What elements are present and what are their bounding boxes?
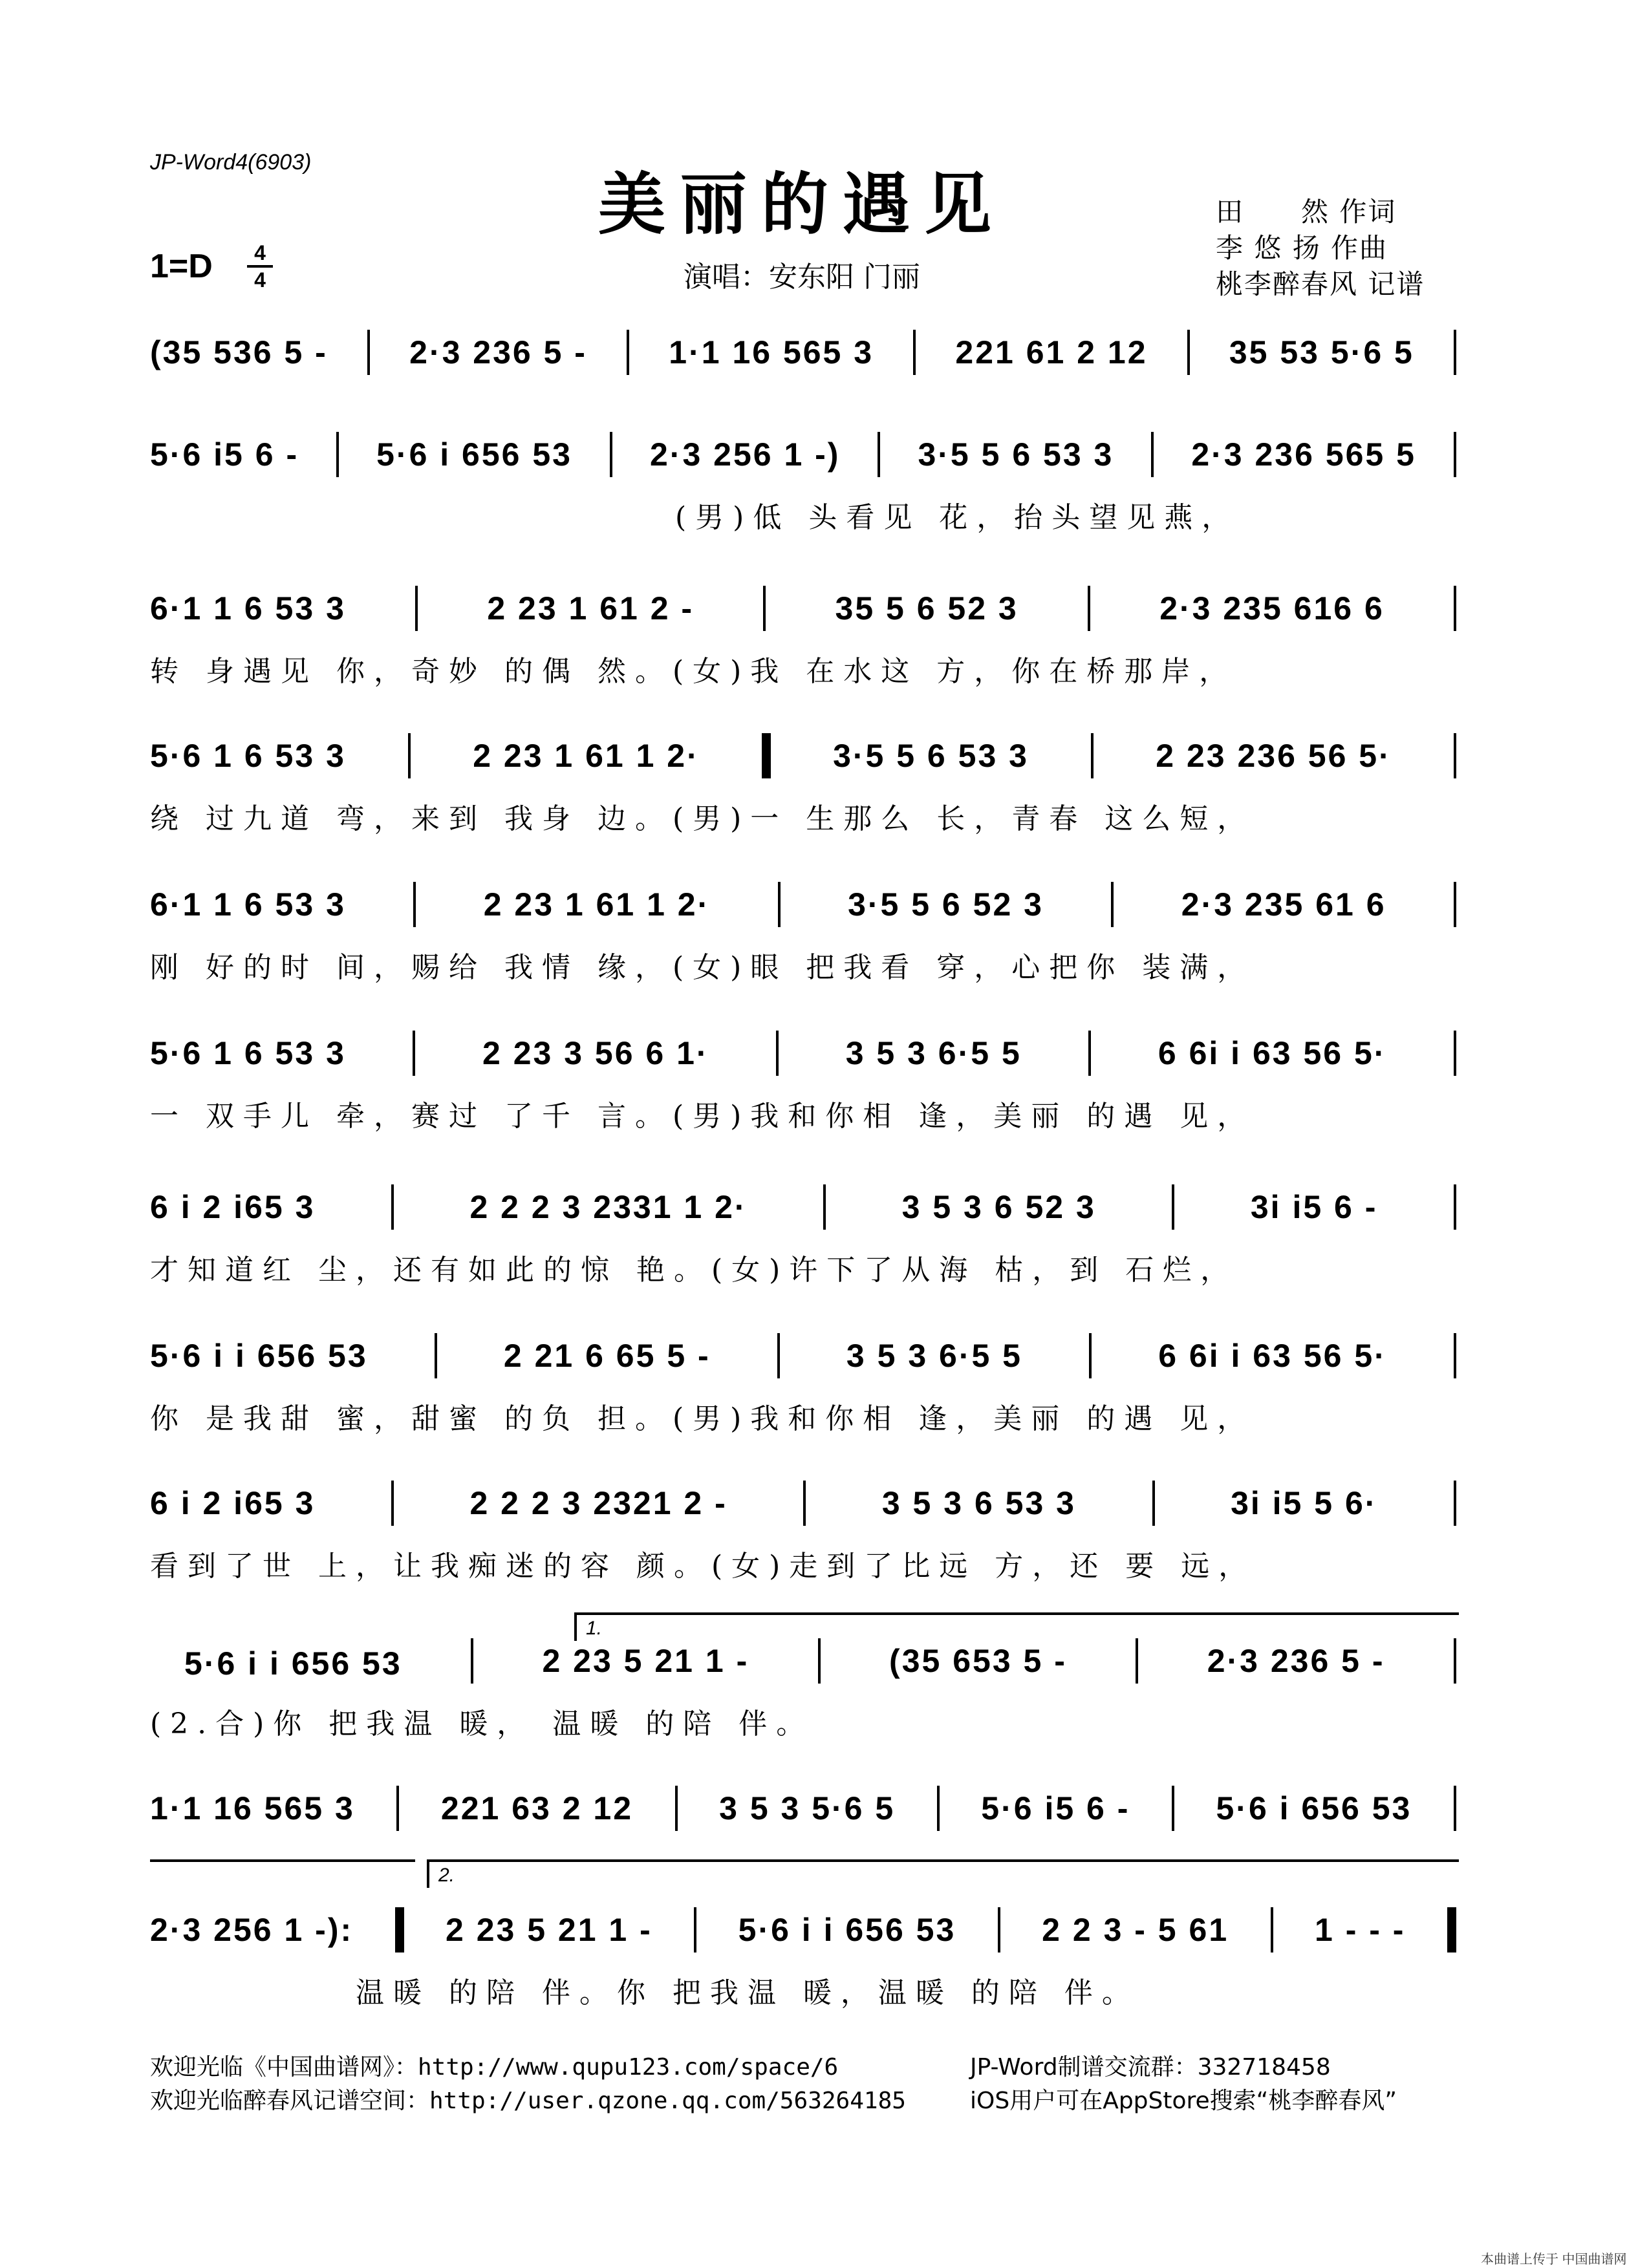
notation-row	[150, 1638, 1456, 1684]
measure: 5·6 i5 6 -	[981, 1790, 1130, 1826]
measure: 2 2 2 3 2321 2 -	[469, 1485, 727, 1521]
measure: 35 5 6 52 3	[835, 590, 1018, 626]
barline	[1454, 733, 1456, 778]
footer-appstore: iOS用户可在AppStore搜索“桃李醉春风”	[970, 2088, 1397, 2114]
measure: 1·1 16 565 3	[669, 334, 874, 370]
barline	[1454, 1638, 1456, 1684]
credits	[1216, 194, 1425, 303]
software-label: JP-Word4(6903)	[150, 150, 312, 175]
measure: 5·6 i 656 53	[1216, 1790, 1412, 1826]
footer-right	[970, 2051, 1397, 2118]
barline	[818, 1638, 821, 1684]
measure: 2·3 235 61 6	[1181, 886, 1386, 923]
footer-link-qupu[interactable]: 欢迎光临《中国曲谱网》：http://www.qupu123.com/space/6	[150, 2054, 839, 2081]
lyrics-row: 你 是我甜 蜜，甜蜜 的负 担。(男)我和你相 逢，美丽 的遇 见，	[150, 1402, 1255, 1435]
lyrics-row: 才知道红 尘，还有如此的惊 艳。(女)许下了从海 枯，到 石烂，	[150, 1254, 1238, 1287]
barline	[471, 1638, 473, 1684]
measure: 1·1 16 565 3	[150, 1790, 355, 1826]
lyrics-row: 温暖 的陪 伴。你 把我温 暖，温暖 的陪 伴。	[150, 1976, 1139, 2009]
measure: 6 i 2 i65 3	[150, 1189, 316, 1225]
notation-row	[150, 432, 1456, 477]
double-barline	[395, 1907, 404, 1952]
notation-row	[150, 882, 1456, 927]
measure: 6 6i i 63 56 5·	[1158, 1338, 1387, 1374]
volta-first-label: 1.	[586, 1618, 603, 1639]
barline	[1271, 1907, 1273, 1952]
barline	[1089, 1333, 1092, 1378]
barline	[1172, 1184, 1174, 1230]
barline	[1454, 586, 1456, 631]
barline	[803, 1481, 806, 1526]
barline	[998, 1907, 1000, 1952]
barline	[1454, 1786, 1456, 1831]
measure: 3 5 3 5·6 5	[719, 1790, 896, 1826]
barline	[778, 882, 781, 927]
measure: 3·5 5 6 53 3	[833, 738, 1029, 774]
barline	[413, 1031, 415, 1076]
volta-second-label: 2.	[438, 1865, 455, 1886]
barline	[391, 1184, 394, 1230]
measure: 3i i5 5 6·	[1231, 1485, 1378, 1521]
measure: 2 23 3 56 6 1·	[482, 1035, 709, 1071]
barline	[878, 432, 880, 477]
notation-row	[150, 330, 1456, 375]
notation-row	[150, 1786, 1456, 1831]
measure: 2·3 236 5 -	[1207, 1643, 1385, 1679]
credit-transcriber: 桃李醉春风 记谱	[1216, 268, 1425, 300]
measure: 3 5 3 6 53 3	[881, 1485, 1076, 1521]
notation-row	[150, 1184, 1456, 1230]
barline	[1088, 1031, 1091, 1076]
barline	[1454, 1481, 1456, 1526]
barline	[1136, 1638, 1138, 1684]
barline	[1454, 330, 1456, 375]
barline	[675, 1786, 678, 1831]
footer-group: JP-Word制谱交流群：332718458	[970, 2054, 1331, 2081]
notation-row	[150, 1333, 1456, 1378]
measure: 35 53 5·6 5	[1229, 334, 1414, 370]
measure: 5·6 i5 6 -	[150, 436, 299, 473]
measure: 2 23 5 21 1 -	[446, 1912, 652, 1948]
lyrics-row: 转 身遇见 你，奇妙 的偶 然。(女)我 在水这 方，你在桥那岸，	[150, 655, 1237, 688]
barline	[1187, 330, 1190, 375]
measure: 3·5 5 6 52 3	[848, 886, 1044, 923]
measure: 2·3 256 1 -):	[150, 1912, 354, 1948]
notation-row	[150, 1031, 1456, 1076]
measure: 5·6 i i 656 53	[150, 1645, 402, 1682]
measure: 2 23 5 21 1 -	[542, 1643, 749, 1679]
measure: 6 i 2 i65 3	[150, 1485, 316, 1521]
measure: 2 23 1 61 1 2·	[483, 886, 711, 923]
measure: 2·3 236 5 -	[409, 334, 587, 370]
barline	[413, 882, 416, 927]
lyrics-row: 看到了世 上，让我痴迷的容 颜。(女)走到了比远 方，还 要 远，	[150, 1550, 1256, 1583]
measure: 2·3 236 565 5	[1191, 436, 1416, 473]
measure: 5·6 i i 656 53	[738, 1912, 956, 1948]
measure: 2 2 2 3 2331 1 2·	[469, 1189, 748, 1225]
footer-left	[150, 2051, 906, 2118]
credit-composer: 李 悠 扬 作曲	[1216, 232, 1388, 264]
measure: 1 - - -	[1315, 1912, 1406, 1948]
volta-first-continuation	[150, 1859, 415, 1862]
barline	[1454, 1031, 1456, 1076]
lyrics-row: (男)低 头看见 花，抬头望见燕，	[150, 501, 1240, 534]
measure: 5·6 1 6 53 3	[150, 1035, 346, 1071]
measure: 3 5 3 6·5 5	[845, 1035, 1022, 1071]
volta-second	[427, 1859, 1459, 1888]
barline	[694, 1907, 696, 1952]
barline	[408, 733, 411, 778]
measure: 3i i5 6 -	[1250, 1189, 1378, 1225]
barline	[1454, 432, 1456, 477]
barline	[1091, 733, 1094, 778]
barline	[1454, 1333, 1456, 1378]
measure: 2 21 6 65 5 -	[503, 1338, 711, 1374]
notation-row	[150, 1481, 1456, 1526]
measure: 3·5 5 6 53 3	[918, 436, 1114, 473]
notation-row	[150, 586, 1456, 631]
measure: 3 5 3 6·5 5	[846, 1338, 1022, 1374]
barline	[1454, 882, 1456, 927]
barline	[776, 1031, 779, 1076]
time-signature-bottom: 4	[254, 268, 266, 292]
barline	[1152, 1481, 1155, 1526]
measure: 2 23 1 61 1 2·	[473, 738, 700, 774]
key-signature: 1=D	[150, 248, 213, 285]
measure: 221 61 2 12	[955, 334, 1148, 370]
measure: (35 536 5 -	[150, 334, 328, 370]
footer-link-qzone[interactable]: 欢迎光临醉春风记谱空间：http://user.qzone.qq.com/563264185	[150, 2088, 906, 2114]
barline	[336, 432, 339, 477]
notation-row	[150, 1907, 1456, 1952]
barline	[627, 330, 629, 375]
measure: 2·3 235 616 6	[1159, 590, 1385, 626]
measure: 2 23 1 61 2 -	[487, 590, 695, 626]
barline	[763, 586, 766, 631]
measure: 6·1 1 6 53 3	[150, 590, 346, 626]
barline	[937, 1786, 940, 1831]
double-barline	[762, 733, 771, 778]
volta-first	[574, 1612, 1459, 1641]
upload-note: 本曲谱上传于 中国曲谱网	[1481, 2252, 1627, 2267]
barline	[823, 1184, 826, 1230]
barline	[391, 1481, 394, 1526]
measure: 5·6 i 656 53	[376, 436, 572, 473]
double-barline	[1447, 1907, 1456, 1952]
measure: (35 653 5 -	[889, 1643, 1067, 1679]
measure: 6·1 1 6 53 3	[150, 886, 346, 923]
barline	[415, 586, 418, 631]
barline	[610, 432, 612, 477]
measure: 6 6i i 63 56 5·	[1158, 1035, 1387, 1071]
measure: 5·6 1 6 53 3	[150, 738, 346, 774]
credit-lyricist: 田 然 作词	[1216, 196, 1397, 228]
page-title: 美丽的遇见	[598, 164, 1006, 244]
time-signature-top: 4	[254, 241, 266, 264]
lyrics-row: 刚 好的时 间，赐给 我情 缘，(女)眼 把我看 穿，心把你 装满，	[150, 951, 1255, 984]
barline	[1088, 586, 1090, 631]
barline	[777, 1333, 780, 1378]
measure: 2 23 236 56 5·	[1156, 738, 1392, 774]
lyrics-row: (2.合)你 把我温 暖， 温暖 的陪 伴。	[150, 1707, 814, 1740]
barline	[1151, 432, 1154, 477]
barline	[367, 330, 370, 375]
barline	[1111, 882, 1114, 927]
barline	[1454, 1184, 1456, 1230]
lyrics-row: 绕 过九道 弯，来到 我身 边。(男)一 生那么 长，青春 这么短，	[150, 802, 1255, 835]
measure: 5·6 i i 656 53	[150, 1338, 368, 1374]
lyrics-row: 一 双手儿 牵，赛过 了千 言。(男)我和你相 逢，美丽 的遇 见，	[150, 1100, 1255, 1133]
barline	[1172, 1786, 1174, 1831]
measure: 2·3 256 1 -)	[649, 436, 841, 473]
measure: 3 5 3 6 52 3	[901, 1189, 1096, 1225]
measure: 221 63 2 12	[440, 1790, 634, 1826]
singer-label: 演唱：安东阳 门丽	[684, 261, 920, 294]
barline	[913, 330, 916, 375]
notation-row	[150, 733, 1456, 778]
measure: 2 2 3 - 5 61	[1042, 1912, 1229, 1948]
barline	[396, 1786, 399, 1831]
barline	[435, 1333, 437, 1378]
